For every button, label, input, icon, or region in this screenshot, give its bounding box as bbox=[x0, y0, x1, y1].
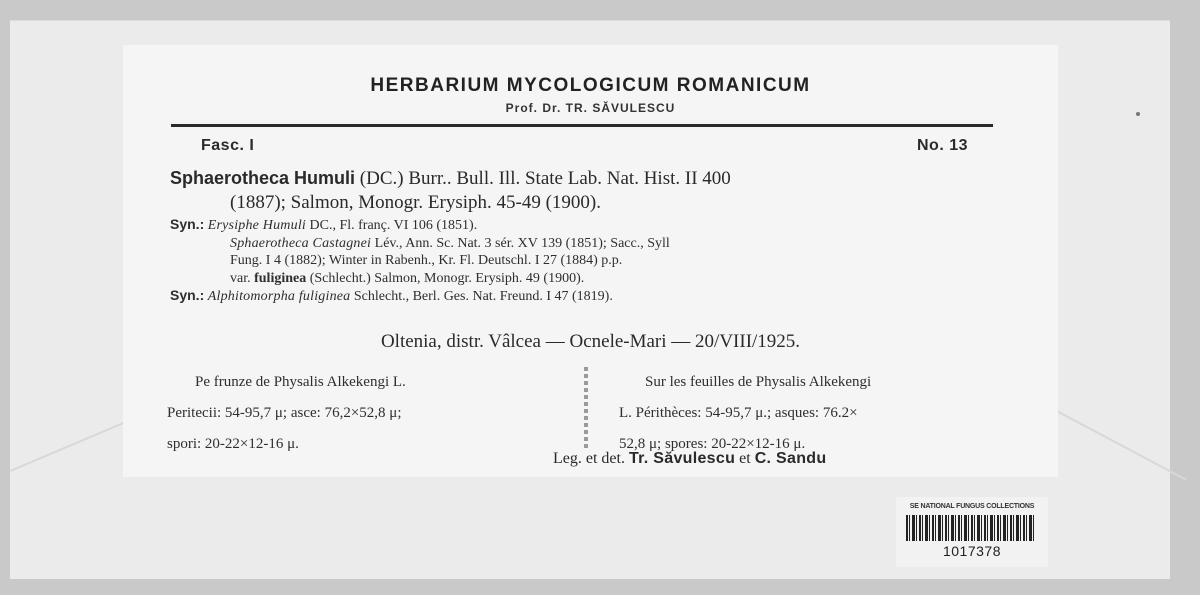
column-divider bbox=[584, 367, 588, 449]
variety-prefix: var. bbox=[230, 270, 251, 286]
barcode-icon bbox=[906, 515, 1036, 541]
french-line-2: L. Périthèces: 54-95,7 μ.; asques: 76.2× bbox=[619, 405, 858, 421]
collector-2: C. Sandu bbox=[754, 450, 827, 467]
romanian-description bbox=[167, 367, 562, 460]
barcode-header: SE NATIONAL FUNGUS COLLECTIONS bbox=[909, 503, 1035, 510]
paper-speck bbox=[1136, 112, 1140, 116]
barcode-number: 1017378 bbox=[942, 543, 1001, 559]
herbarium-subtitle: Prof. Dr. TR. SĂVULESCU bbox=[505, 101, 676, 115]
synonym-line-3 bbox=[170, 287, 1000, 306]
synonym-1-name: Erysiphe Humuli bbox=[207, 218, 306, 233]
species-citation-2: (1887); Salmon, Monogr. Erysiph. 45-49 (1900). bbox=[230, 192, 602, 213]
collector-1: Tr. Săvulescu bbox=[628, 450, 736, 467]
synonym-1-citation: DC., Fl. franç. VI 106 (1851). bbox=[309, 218, 478, 233]
species-name: Sphaerotheca Humuli bbox=[170, 168, 356, 188]
species-entry bbox=[170, 166, 1010, 215]
header-rule bbox=[171, 124, 993, 127]
herbarium-title: HERBARIUM MYCOLOGICUM ROMANICUM bbox=[370, 75, 811, 96]
leg-conjunction: et bbox=[739, 450, 751, 467]
synonym-3-citation: Schlecht., Berl. Ges. Nat. Freund. I 47 (1819). bbox=[353, 289, 613, 304]
synonym-3-name: Alphitomorpha fuliginea bbox=[207, 289, 351, 304]
syn-label: Syn.: bbox=[170, 216, 205, 232]
herbarium-label bbox=[123, 45, 1058, 477]
locality-line: Oltenia, distr. Vâlcea — Ocnele-Mari — 20/VIII/1925. bbox=[380, 331, 801, 352]
specimen-number: No. 13 bbox=[916, 137, 968, 154]
synonym-2-citation-1: Lév., Ann. Sc. Nat. 3 sér. XV 139 (1851); Sacc., Syll bbox=[374, 235, 670, 251]
barcode-sticker bbox=[896, 497, 1048, 567]
synonym-2-name: Sphaerotheca Castagnei bbox=[230, 235, 372, 251]
romanian-line-2: Peritecii: 54-95,7 μ; asce: 76,2×52,8 μ; bbox=[167, 405, 402, 421]
synonymy-block bbox=[170, 216, 1000, 306]
french-line-1: Sur les feuilles de Physalis Alkekengi bbox=[645, 374, 872, 390]
collector-line bbox=[553, 450, 826, 468]
romanian-line-1: Pe frunze de Physalis Alkekengi L. bbox=[195, 374, 406, 390]
variety-line bbox=[170, 270, 1000, 288]
french-line-3: 52,8 μ; spores: 20-22×12-16 μ. bbox=[619, 436, 806, 452]
fascicle-label: Fasc. I bbox=[201, 137, 255, 154]
variety-citation: (Schlecht.) Salmon, Monogr. Erysiph. 49 (1900). bbox=[309, 270, 585, 286]
french-description bbox=[619, 367, 1004, 460]
synonym-2-citation-2: Fung. I 4 (1882); Winter in Rabenh., Kr. Fl. Deutschl. I 27 (1884) p.p. bbox=[230, 253, 623, 268]
romanian-line-3: spori: 20-22×12-16 μ. bbox=[167, 436, 299, 452]
synonym-line-1 bbox=[170, 216, 1000, 235]
syn-label-2: Syn.: bbox=[170, 287, 205, 303]
species-citation-1: (DC.) Burr.. Bull. Ill. State Lab. Nat. Hist. II 400 bbox=[359, 168, 731, 189]
leg-prefix: Leg. et det. bbox=[553, 450, 625, 467]
synonym-line-2 bbox=[170, 235, 1000, 253]
variety-name: fuliginea bbox=[254, 270, 307, 286]
